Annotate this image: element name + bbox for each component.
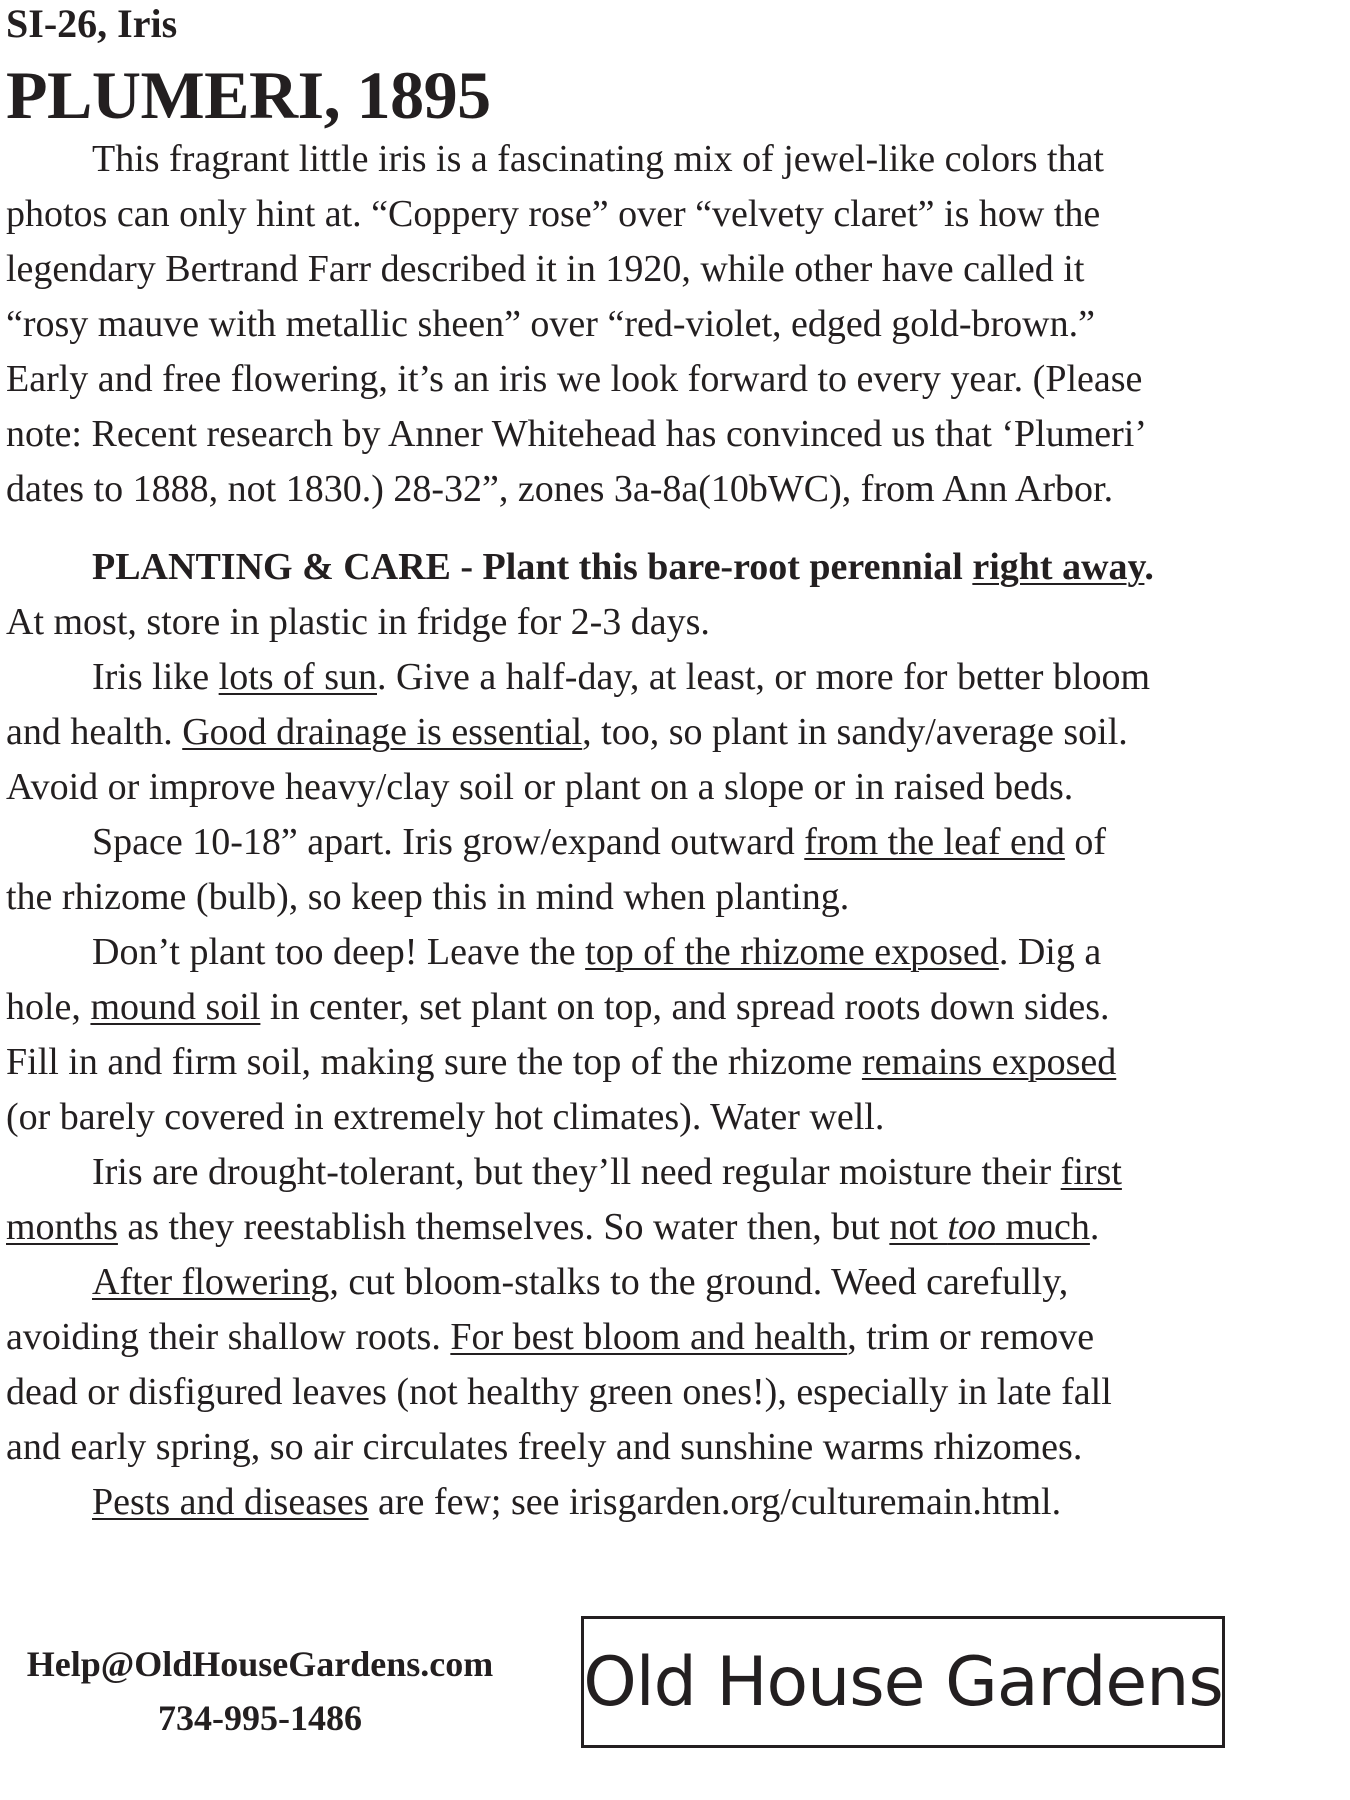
planting-care-section [6, 540, 1330, 1530]
emphasis: After flowering [92, 1261, 330, 1303]
emphasis: top of the rhizome exposed [585, 931, 999, 973]
text-line: Pests and diseases are few; see irisgarden.org/culturemain.html. [92, 1481, 1062, 1523]
text-line: note: Recent research by Anner Whitehead has convinced us that ‘Plumeri’ [6, 413, 1148, 455]
text-line: Don’t plant too deep! Leave the top of the rhizome exposed. Dig a [92, 931, 1102, 973]
text-line: Avoid or improve heavy/clay soil or plant on a slope or in raised beds. [6, 766, 1074, 808]
text-line: legendary Bertrand Farr described it in 1920, while other have called it [6, 248, 1085, 290]
care-heading: PLANTING & CARE - Plant this bare-root perennial [92, 546, 973, 588]
emphasis: months [6, 1206, 118, 1248]
text-line: “rosy mauve with metallic sheen” over “red-violet, edged gold-brown.” [6, 303, 1095, 345]
brand-logo [581, 1616, 1225, 1748]
product-title: PLUMERI, 1895 [6, 57, 491, 133]
contact-block [6, 1637, 514, 1745]
emphasis: right away [972, 546, 1145, 588]
logo-text: Old House Gardens [583, 1642, 1223, 1722]
text-line: Iris like lots of sun. Give a half-day, at least, or more for better bloom [92, 656, 1151, 698]
product-code: SI-26, Iris [6, 1, 178, 46]
text-line: Iris are drought-tolerant, but they’ll need regular moisture their first [92, 1151, 1122, 1193]
text-line: hole, mound soil in center, set plant on top, and spread roots down sides. [6, 986, 1110, 1028]
text-line: photos can only hint at. “Coppery rose” over “velvety claret” is how the [6, 193, 1101, 235]
text-line: Space 10-18” apart. Iris grow/expand outward from the leaf end of [92, 821, 1107, 863]
emphasis: from the leaf end [804, 821, 1065, 863]
description-paragraph [6, 132, 1330, 517]
text-line: After flowering, cut bloom-stalks to the ground. Weed carefully, [92, 1261, 1069, 1303]
text-line: PLANTING & CARE - Plant this bare-root perennial right away. [92, 546, 1154, 588]
text-line: dates to 1888, not 1830.) 28-32”, zones 3a-8a(10bWC), from Ann Arbor. [6, 468, 1114, 510]
emphasis: For best bloom and health [450, 1316, 848, 1358]
text-line: Early and free flowering, it’s an iris we look forward to every year. (Please [6, 358, 1143, 400]
text-line: the rhizome (bulb), so keep this in mind when planting. [6, 876, 850, 918]
emphasis: Pests and diseases [92, 1481, 369, 1523]
text-line: months as they reestablish themselves. So water then, but not too much. [6, 1206, 1100, 1248]
text-line: dead or disfigured leaves (not healthy green ones!), especially in late fall [6, 1371, 1112, 1413]
contact-phone[interactable]: 734-995-1486 [158, 1698, 362, 1738]
emphasis: not too much [889, 1206, 1090, 1248]
contact-email[interactable]: Help@OldHouseGardens.com [26, 1644, 494, 1684]
text-line: and health. Good drainage is essential, too, so plant in sandy/average soil. [6, 711, 1128, 753]
text-line: avoiding their shallow roots. For best bloom and health, trim or remove [6, 1316, 1095, 1358]
emphasis: Good drainage is essential [182, 711, 583, 753]
text-line: and early spring, so air circulates freely and sunshine warms rhizomes. [6, 1426, 1083, 1468]
text-line: At most, store in plastic in fridge for 2-3 days. [6, 601, 710, 643]
text-line: Fill in and firm soil, making sure the top of the rhizome remains exposed [6, 1041, 1117, 1083]
text-line: This fragrant little iris is a fascinating mix of jewel-like colors that [92, 138, 1104, 180]
emphasis: lots of sun [218, 656, 377, 698]
text-line: (or barely covered in extremely hot climates). Water well. [6, 1096, 885, 1138]
emphasis: mound soil [90, 986, 261, 1028]
emphasis: remains exposed [861, 1041, 1117, 1083]
emphasis: first [1060, 1151, 1122, 1193]
